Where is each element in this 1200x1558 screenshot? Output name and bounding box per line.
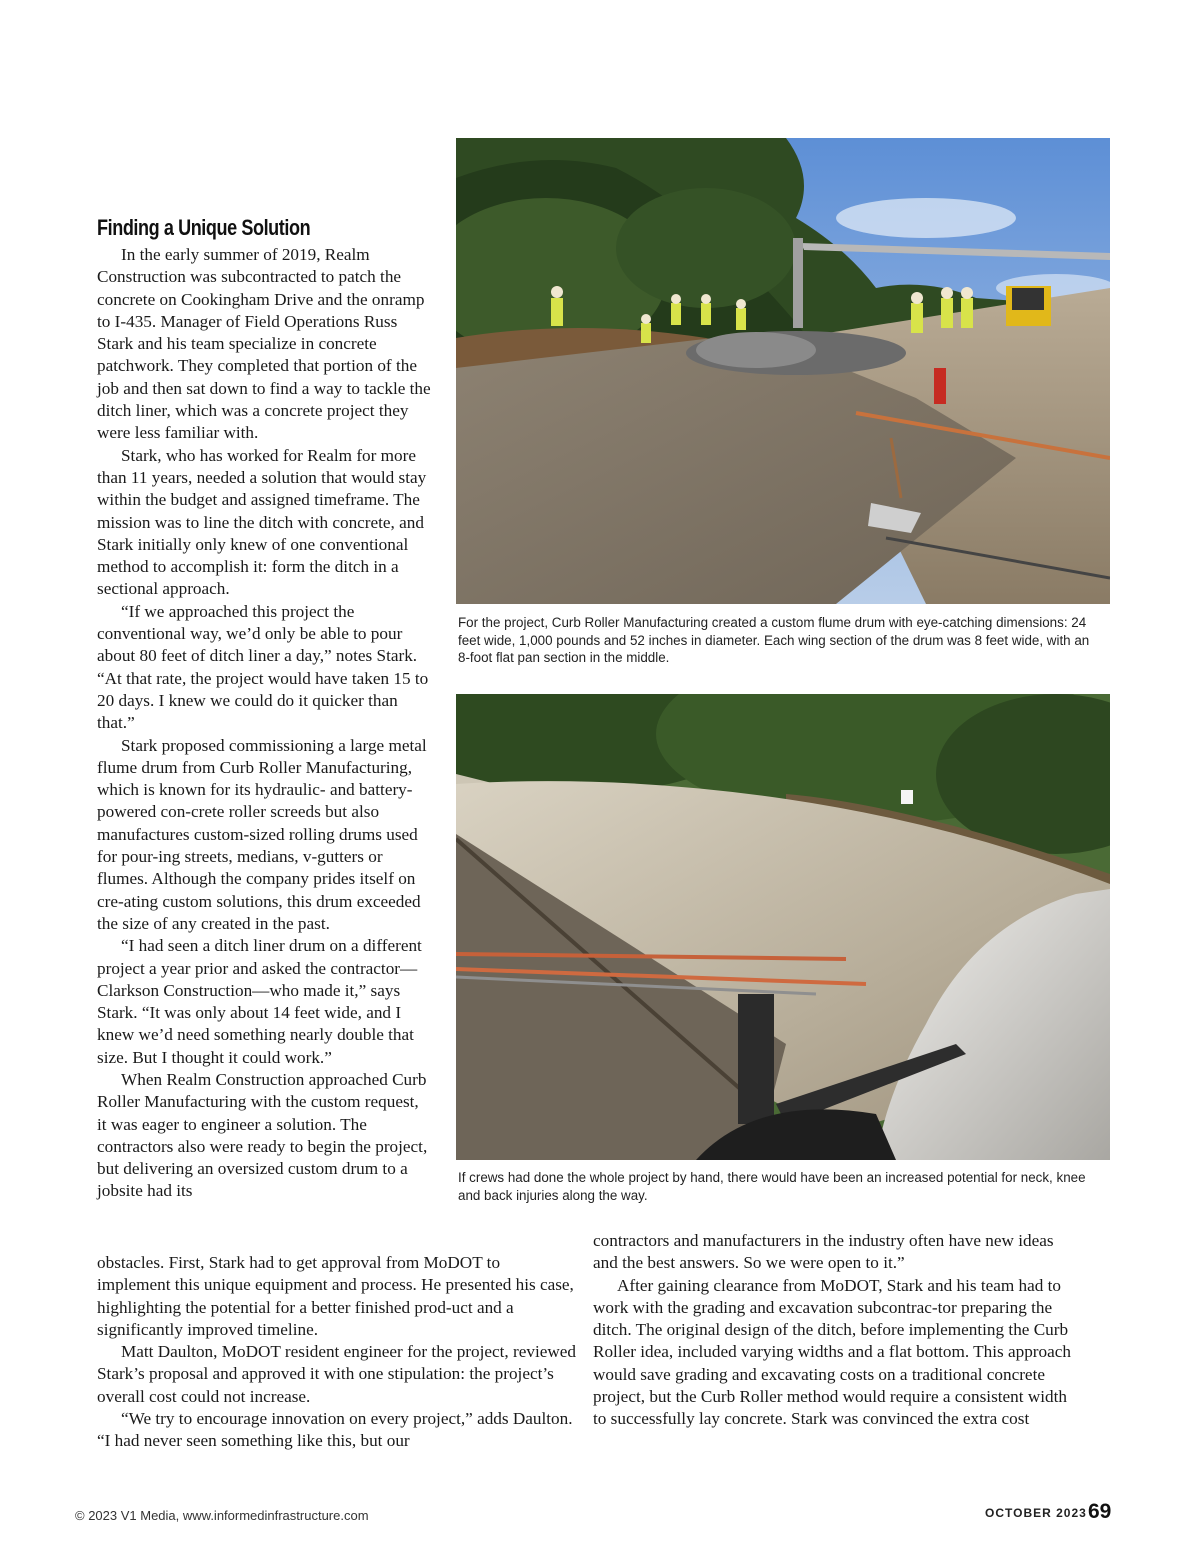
paragraph: obstacles. First, Stark had to get approval from MoDOT to implement this unique equipment and process. He presented his case, highlighting the potential for a better finished prod-uct and a significantly improved timeline. (97, 1253, 574, 1339)
paragraph: “I had seen a ditch liner drum on a different project a year prior and asked the contractor—Clarkson Construction—who made it,” says Stark. “It was only about 14 feet wide, and I knew we’d need something nearly double that size. But I thought it could work.” (97, 936, 422, 1067)
paragraph: Stark, who has worked for Realm for more than 11 years, needed a solution that would stay within the budget and assigned timeframe. The mission was to line the ditch with concrete, and Stark initially only knew of one conventional method to accomplish it: form the ditch in a sectional approach. (97, 445, 427, 599)
paragraph: In the early summer of 2019, Realm Construction was subcontracted to patch the concrete on Cookingham Drive and the onramp to I-435. Manager of Field Operations Russ Stark and his team specialize in concrete patchwork. They completed that portion of the job and then sat down to find a way to tackle the ditch liner, which was a concrete project they were less familiar with. (97, 245, 431, 443)
article-column-left-bottom (97, 1252, 577, 1453)
paragraph: contractors and manufacturers in the industry often have new ideas and the best answers. So we were open to it.” (593, 1231, 1054, 1273)
photo1-caption: For the project, Curb Roller Manufacturing created a custom flume drum with eye-catching dimensions: 24 feet wide, 1,000 pounds and 52 inches in diameter. Each wing section of the drum was 8 feet wide, with an 8-foot flat pan section in the middle. (458, 615, 1090, 665)
footer-copyright: © 2023 V1 Media, www.informedinfrastructure.com (75, 1508, 369, 1523)
paragraph: Matt Daulton, MoDOT resident engineer for the project, reviewed Stark’s proposal and approved it with one stipulation: the project’s overall cost could not increase. (97, 1342, 577, 1406)
page-number: 69 (1088, 1500, 1112, 1523)
photo-finished-ditch-liner (456, 694, 1110, 1160)
paragraph: Stark proposed commissioning a large metal flume drum from Curb Roller Manufacturing, which is known for its hydraulic- and battery-powered con-crete roller screeds but also manufactures custom-sized rolling drums used for pour-ing streets, medians, v-gutters or flumes. Although the company prides itself on cre-ating custom solutions, this drum exceeded the size of any created in the past. (97, 735, 427, 933)
footer-issue-date: OCTOBER 2023 (985, 1506, 1087, 1520)
paragraph: “We try to encourage innovation on every project,” adds Daulton. “I had never seen something like this, but our (97, 1409, 573, 1451)
photo2-caption: If crews had done the whole project by hand, there would have been an increased potential for neck, knee and back injuries along the way. (458, 1170, 1086, 1203)
article-column-right-bottom (593, 1230, 1078, 1431)
paragraph: “If we approached this project the conventional way, we’d only be able to pour about 80 feet of ditch liner a day,” notes Stark. “At that rate, the project would have taken 15 to 20 days. I knew we could do it quicker than that.” (97, 601, 429, 733)
photo-flume-drum-pour (456, 138, 1110, 604)
section-heading: Finding a Unique Solution (97, 215, 311, 240)
article-column-left-top (97, 244, 432, 1203)
paragraph: After gaining clearance from MoDOT, Stark and his team had to work with the grading and excavation subcontrac-tor preparing the ditch. The original design of the ditch, before implementing the Curb Roller idea, included varying widths and a flat bottom. This approach would save grading and excavating costs on a traditional concrete project, but the Curb Roller method would require a consistent width to successfully lay concrete. Stark was convinced the extra cost (593, 1275, 1071, 1429)
paragraph: When Realm Construction approached Curb Roller Manufacturing with the custom request, it was eager to engineer a solution. The contractors also were ready to begin the project, but delivering an oversized custom drum to a jobsite had its (97, 1069, 428, 1201)
